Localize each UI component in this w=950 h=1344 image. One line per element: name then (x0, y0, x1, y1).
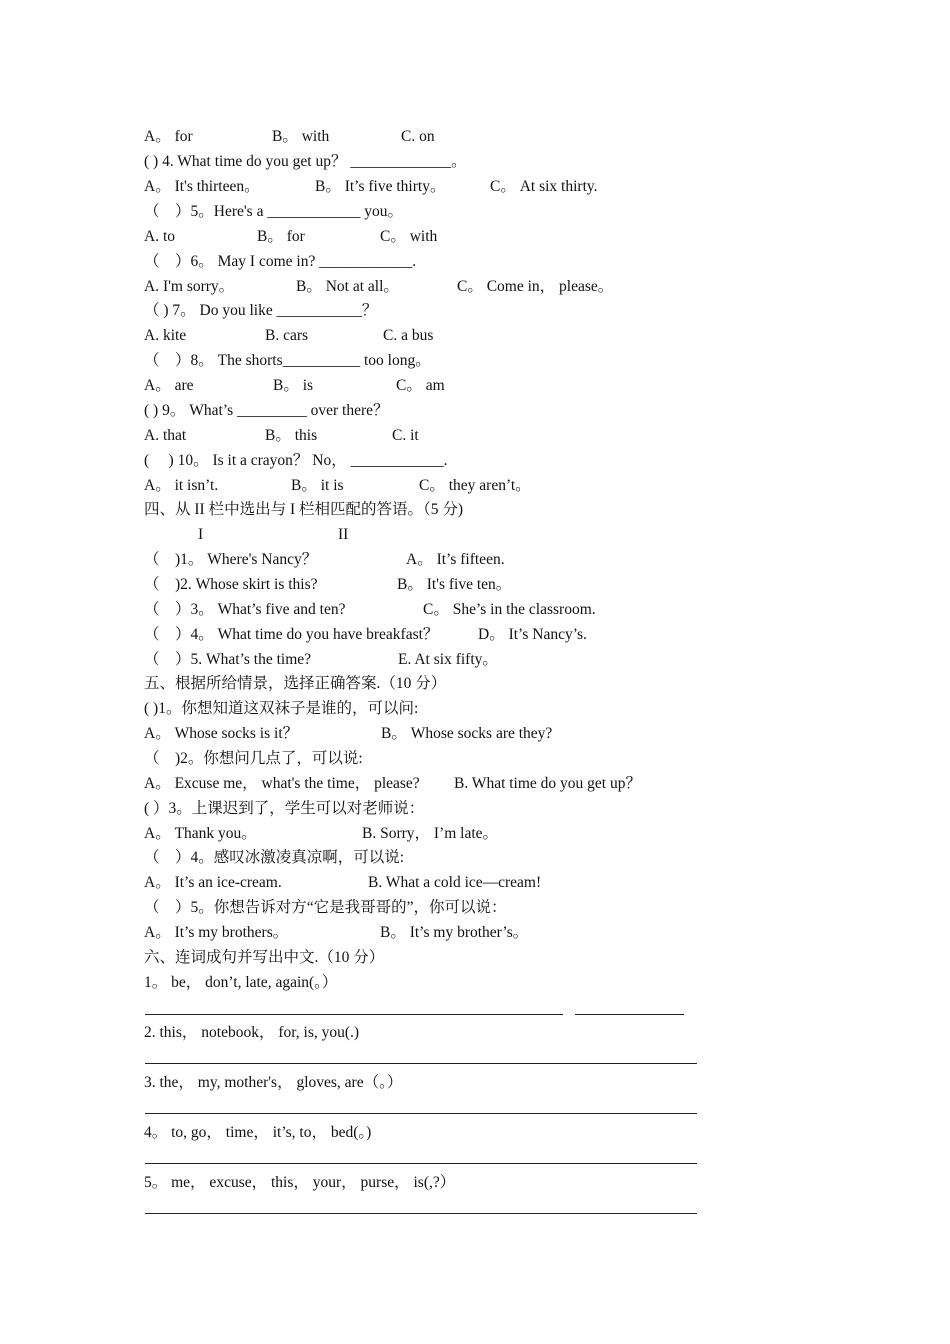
option-c: C. on (401, 128, 435, 145)
sentence-item-2: 2. this， notebook， for, is, you(.) (144, 1024, 360, 1041)
option-b: B. cars (265, 327, 309, 344)
sentence-item-4: 4。 to, go， time， it’s, to， bed(。) (144, 1124, 372, 1141)
match-left: （ )2. Whose skirt is this? (144, 576, 318, 593)
option-c: C。 Come in， please。 (457, 278, 614, 295)
situation-5: （ ）5。你想告诉对方“它是我哥哥的”，你可以说： (144, 899, 507, 916)
situation-2: （ )2。你想问几点了，可以说: (144, 750, 363, 767)
situation-1-options (144, 721, 553, 746)
answer-line[interactable] (145, 1163, 697, 1164)
section-4-title: 四、从 II 栏中选出与 I 栏相匹配的答语。（5 分) (144, 501, 464, 518)
question-5-options (144, 224, 438, 249)
q3-options (144, 124, 435, 149)
question-10-options (144, 473, 531, 498)
match-row (144, 622, 587, 647)
option-a: A。 Thank you。 (144, 825, 257, 842)
situation-4-options (144, 870, 542, 895)
situation-2-options (144, 771, 641, 796)
option-a: A. I'm sorry。 (144, 278, 235, 295)
match-left: （ ）5. What’s the time? (144, 651, 312, 668)
question-6: （ ）6。 May I come in? ____________. (144, 253, 417, 270)
match-left: （ ）3。 What’s five and ten? (144, 601, 346, 618)
match-right: D。 It’s Nancy’s. (478, 626, 587, 643)
match-left: （ )1。 Where's Nancy？ (144, 551, 318, 568)
option-a: A。 Whose socks is it？ (144, 725, 299, 742)
option-a: A。 It’s an ice-cream. (144, 874, 282, 891)
question-5: （ ）5。Here's a ____________ you。 (144, 203, 403, 220)
answer-line-chinese[interactable] (575, 1014, 684, 1015)
option-b: B. What time do you get up？ (454, 775, 641, 792)
match-right: A。 It’s fifteen. (406, 551, 505, 568)
option-b: B。 It’s my brother’s。 (380, 924, 529, 941)
option-c: C。 they aren’t。 (419, 477, 531, 494)
match-row (144, 647, 498, 672)
option-b: B. Sorry， I’m late。 (362, 825, 499, 842)
question-8: （ ）8。 The shorts__________ too long。 (144, 352, 431, 369)
sentence-item-1: 1。 be， don’t, late, again(。） (144, 974, 338, 991)
option-a: A。 it isn’t. (144, 477, 219, 494)
option-b: B. What a cold ice—cream! (368, 874, 542, 891)
option-b: B。 it is (291, 477, 344, 494)
situation-3-options (144, 821, 499, 846)
option-b: B。 is (273, 377, 314, 394)
match-right: C。 She’s in the classroom. (423, 601, 596, 618)
question-8-options (144, 373, 445, 398)
answer-line[interactable] (145, 1014, 563, 1015)
option-a: A. to (144, 228, 175, 245)
question-4: ( ) 4. What time do you get up？ _____________。 (144, 153, 467, 170)
column-i-header: I (198, 526, 204, 543)
option-b: B。 with (272, 128, 330, 145)
option-a: A。 It’s my brothers。 (144, 924, 289, 941)
question-4-options (144, 174, 598, 199)
situation-1: ( )1。你想知道这双袜子是谁的，可以问: (144, 700, 419, 717)
question-7: （ ) 7。 Do you like ___________？ (144, 302, 378, 319)
section-4-columns (144, 522, 349, 547)
question-6-options (144, 274, 614, 299)
question-7-options (144, 323, 434, 348)
option-c: C. a bus (383, 327, 434, 344)
option-b: B。 this (265, 427, 318, 444)
section-6-title: 六、连词成句并写出中文.（10 分） (144, 949, 385, 966)
situation-4: （ ）4。感叹冰激凌真凉啊，可以说: (144, 849, 405, 866)
option-b: B。 Whose socks are they? (381, 725, 553, 742)
match-right: B。 It's five ten。 (397, 576, 512, 593)
match-left: （ ）4。 What time do you have breakfast？ (144, 626, 439, 643)
option-b: B。 Not at all。 (296, 278, 399, 295)
sentence-item-3: 3. the， my, mother's， gloves, are（。） (144, 1074, 403, 1091)
match-row (144, 597, 596, 622)
situation-5-options (144, 920, 529, 945)
option-c: C。 with (380, 228, 438, 245)
sentence-item-5: 5。 me， excuse， this， your， purse， is(,?） (144, 1174, 456, 1191)
option-a: A. kite (144, 327, 187, 344)
answer-line[interactable] (145, 1213, 697, 1214)
option-a: A。 It's thirteen。 (144, 178, 260, 195)
option-a: A。 for (144, 128, 193, 145)
option-b: B。 It’s five thirty。 (315, 178, 446, 195)
option-a: A。 Excuse me， what's the time， please? (144, 775, 420, 792)
option-c: C. it (392, 427, 419, 444)
answer-line[interactable] (145, 1063, 697, 1064)
option-c: C。 At six thirty. (490, 178, 598, 195)
match-row (144, 547, 505, 572)
match-row (144, 572, 512, 597)
question-9-options (144, 423, 419, 448)
option-a: A. that (144, 427, 187, 444)
match-right: E. At six fifty。 (398, 651, 498, 668)
option-b: B。 for (257, 228, 305, 245)
question-9: ( ) 9。 What’s _________ over there？ (144, 402, 389, 419)
section-5-title: 五、根据所给情景，选择正确答案.（10 分） (144, 675, 447, 692)
question-10: ( ) 10。 Is it a crayon？ No， ____________. (144, 452, 448, 469)
situation-3: ( ）3。上课迟到了，学生可以对老师说： (144, 800, 425, 817)
option-c: C。 am (396, 377, 445, 394)
answer-line[interactable] (145, 1113, 697, 1114)
column-ii-header: II (338, 526, 349, 543)
option-a: A。 are (144, 377, 194, 394)
